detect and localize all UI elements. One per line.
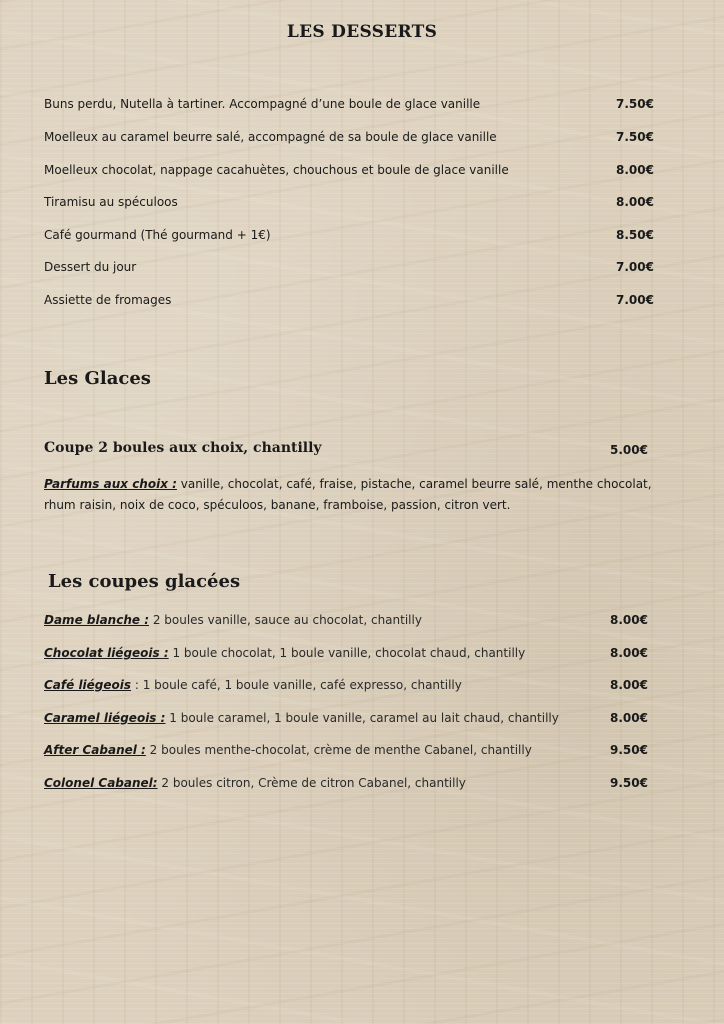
dessert-price: 7.50€ <box>616 97 654 111</box>
section-title-glaces: Les Glaces <box>44 368 151 389</box>
coupe-desc: 2 boules vanille, sauce au chocolat, chantilly <box>149 613 422 627</box>
coupe-price: 8.00€ <box>610 613 648 627</box>
dessert-name: Buns perdu, Nutella à tartiner. Accompagné d’une boule de glace vanille <box>44 97 481 111</box>
coupe-desc: 1 boule chocolat, 1 boule vanille, chocolat chaud, chantilly <box>168 646 526 660</box>
coupe-row <box>44 677 462 693</box>
parfums-list <box>44 474 684 516</box>
coupe-row <box>44 612 422 628</box>
coupe-desc: 2 boules menthe-chocolat, crème de menthe Cabanel, chantilly <box>145 743 532 757</box>
coupe-desc: 1 boule caramel, 1 boule vanille, caramel au lait chaud, chantilly <box>165 711 559 725</box>
dessert-price: 7.50€ <box>616 130 654 144</box>
coupe-name: Café liégeois <box>44 678 132 692</box>
dessert-name: Moelleux chocolat, nappage cacahuètes, chouchous et boule de glace vanille <box>44 163 509 177</box>
parfums-text: vanille, chocolat, café, fraise, pistache, caramel beurre salé, menthe chocolat, rhum raisin, noix de coco, spéculoos, banane, framboise, passion, citron vert. <box>44 477 652 512</box>
coupe-price: 9.50€ <box>610 776 648 790</box>
dessert-name: Tiramisu au spéculoos <box>44 195 178 209</box>
coupe-price: 8.00€ <box>610 711 648 725</box>
coupe-name: Chocolat liégeois : <box>44 646 169 660</box>
dessert-price: 7.00€ <box>616 293 654 307</box>
coupe-price: 8.00€ <box>610 646 648 660</box>
glace-item-name: Coupe 2 boules aux choix, chantilly <box>44 440 322 456</box>
coupe-desc: : 1 boule café, 1 boule vanille, café expresso, chantilly <box>131 678 462 692</box>
parfums-label: Parfums aux choix : <box>44 477 177 491</box>
coupe-price: 9.50€ <box>610 743 648 757</box>
coupe-desc: 2 boules citron, Crème de citron Cabanel, chantilly <box>157 776 466 790</box>
coupe-name: Dame blanche : <box>44 613 149 627</box>
page-title: LES DESSERTS <box>286 22 438 42</box>
dessert-name: Assiette de fromages <box>44 293 172 307</box>
coupe-name: After Cabanel : <box>44 743 146 757</box>
dessert-price: 8.00€ <box>616 163 654 177</box>
dessert-name: Dessert du jour <box>44 260 137 274</box>
section-title-coupes: Les coupes glacées <box>48 571 241 592</box>
coupe-name: Caramel liégeois : <box>44 711 166 725</box>
coupe-price: 8.00€ <box>610 678 648 692</box>
glace-item-price: 5.00€ <box>610 443 648 457</box>
coupe-row <box>44 710 559 726</box>
coupe-row <box>44 645 525 661</box>
coupe-name: Colonel Cabanel: <box>44 776 158 790</box>
coupe-row <box>44 775 466 791</box>
coupe-row <box>44 742 532 758</box>
dessert-price: 8.00€ <box>616 195 654 209</box>
dessert-name: Moelleux au caramel beurre salé, accompagné de sa boule de glace vanille <box>44 130 497 144</box>
dessert-price: 7.00€ <box>616 260 654 274</box>
dessert-price: 8.50€ <box>616 228 654 242</box>
dessert-name: Café gourmand (Thé gourmand + 1€) <box>44 228 271 242</box>
